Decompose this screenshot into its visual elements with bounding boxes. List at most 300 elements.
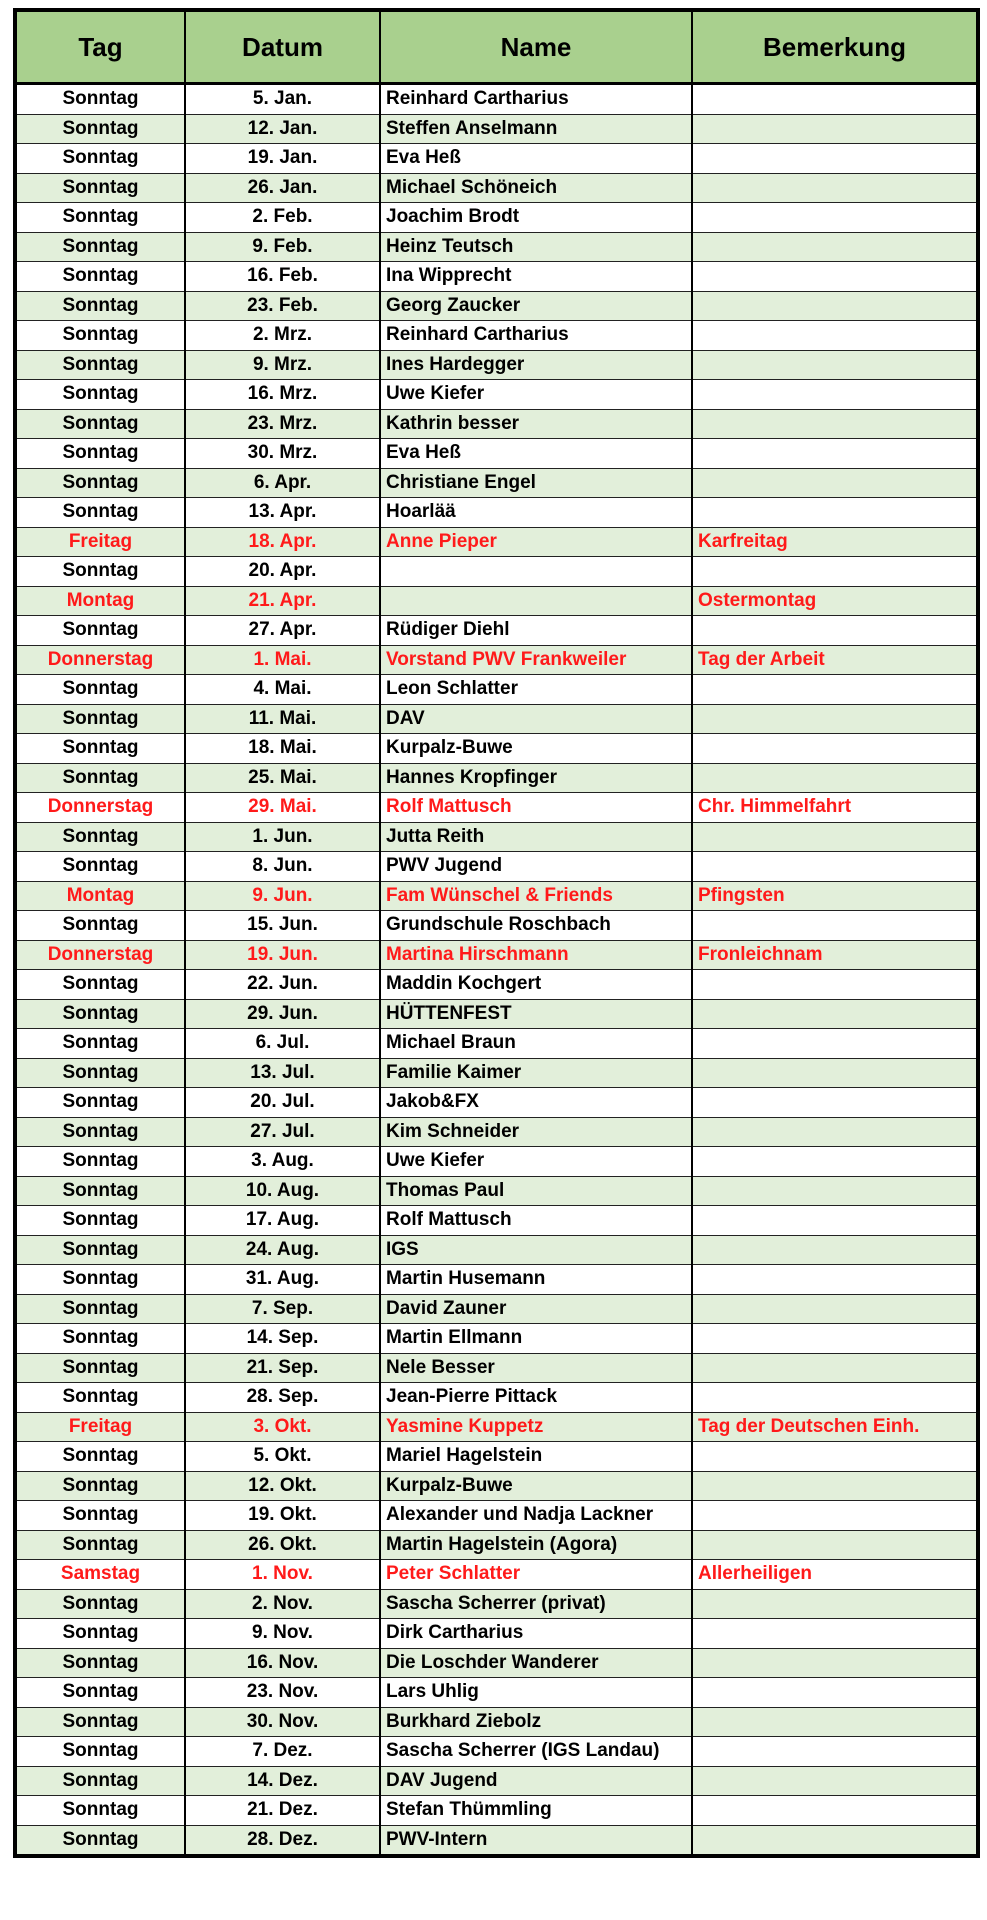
cell-tag: Sonntag: [15, 380, 185, 410]
cell-datum: 10. Aug.: [185, 1176, 380, 1206]
cell-tag: Sonntag: [15, 1294, 185, 1324]
cell-datum: 30. Mrz.: [185, 439, 380, 469]
cell-bemerkung: Chr. Himmelfahrt: [692, 793, 978, 823]
cell-tag: Sonntag: [15, 1501, 185, 1531]
cell-bemerkung: Allerheiligen: [692, 1560, 978, 1590]
cell-name: DAV: [380, 704, 692, 734]
table-row: [15, 232, 978, 262]
table-row: [15, 380, 978, 410]
cell-bemerkung: [692, 734, 978, 764]
cell-tag: Sonntag: [15, 84, 185, 115]
table-row: [15, 1235, 978, 1265]
cell-bemerkung: [692, 704, 978, 734]
cell-name: IGS: [380, 1235, 692, 1265]
cell-name: Uwe Kiefer: [380, 380, 692, 410]
table-row: [15, 144, 978, 174]
cell-bemerkung: [692, 852, 978, 882]
cell-bemerkung: [692, 1825, 978, 1856]
table-row: [15, 1501, 978, 1531]
cell-tag: Sonntag: [15, 1796, 185, 1826]
cell-tag: Sonntag: [15, 1029, 185, 1059]
cell-bemerkung: [692, 409, 978, 439]
cell-bemerkung: [692, 1648, 978, 1678]
table-row: [15, 1589, 978, 1619]
table-row: [15, 321, 978, 351]
cell-name: Leon Schlatter: [380, 675, 692, 705]
cell-bemerkung: [692, 822, 978, 852]
cell-name: PWV Jugend: [380, 852, 692, 882]
cell-tag: Sonntag: [15, 1206, 185, 1236]
cell-name: Jakob&FX: [380, 1088, 692, 1118]
cell-name: Joachim Brodt: [380, 203, 692, 233]
cell-bemerkung: [692, 203, 978, 233]
cell-tag: Montag: [15, 881, 185, 911]
table-row: [15, 1029, 978, 1059]
cell-bemerkung: [692, 970, 978, 1000]
cell-tag: Sonntag: [15, 1619, 185, 1649]
cell-name: Rolf Mattusch: [380, 1206, 692, 1236]
cell-tag: Sonntag: [15, 1383, 185, 1413]
cell-tag: Freitag: [15, 1412, 185, 1442]
cell-tag: Sonntag: [15, 262, 185, 292]
table-row: [15, 262, 978, 292]
cell-datum: 7. Dez.: [185, 1737, 380, 1767]
table-row: [15, 645, 978, 675]
table-row: [15, 793, 978, 823]
cell-tag: Sonntag: [15, 1324, 185, 1354]
cell-name: Martina Hirschmann: [380, 940, 692, 970]
cell-bemerkung: [692, 1619, 978, 1649]
cell-datum: 29. Mai.: [185, 793, 380, 823]
cell-datum: 17. Aug.: [185, 1206, 380, 1236]
cell-name: Rüdiger Diehl: [380, 616, 692, 646]
cell-name: Jutta Reith: [380, 822, 692, 852]
table-row: [15, 970, 978, 1000]
cell-name: Heinz Teutsch: [380, 232, 692, 262]
cell-datum: 14. Dez.: [185, 1766, 380, 1796]
table-row: [15, 1442, 978, 1472]
cell-bemerkung: [692, 439, 978, 469]
cell-tag: Sonntag: [15, 822, 185, 852]
table-row: [15, 409, 978, 439]
cell-name: Hoarlää: [380, 498, 692, 528]
cell-name: Lars Uhlig: [380, 1678, 692, 1708]
header-tag: Tag: [15, 10, 185, 84]
cell-datum: 2. Nov.: [185, 1589, 380, 1619]
cell-bemerkung: Tag der Arbeit: [692, 645, 978, 675]
table-row: [15, 852, 978, 882]
cell-bemerkung: [692, 1707, 978, 1737]
table-row: [15, 1796, 978, 1826]
header-bemerkung: Bemerkung: [692, 10, 978, 84]
cell-name: Maddin Kochgert: [380, 970, 692, 1000]
cell-bemerkung: [692, 1737, 978, 1767]
cell-bemerkung: [692, 1471, 978, 1501]
cell-datum: 18. Apr.: [185, 527, 380, 557]
cell-name: DAV Jugend: [380, 1766, 692, 1796]
cell-datum: 23. Feb.: [185, 291, 380, 321]
cell-tag: Sonntag: [15, 999, 185, 1029]
cell-datum: 11. Mai.: [185, 704, 380, 734]
cell-datum: 1. Jun.: [185, 822, 380, 852]
table-row: [15, 616, 978, 646]
cell-tag: Sonntag: [15, 498, 185, 528]
cell-tag: Samstag: [15, 1560, 185, 1590]
cell-tag: Sonntag: [15, 321, 185, 351]
table-row: [15, 114, 978, 144]
cell-tag: Sonntag: [15, 616, 185, 646]
cell-datum: 18. Mai.: [185, 734, 380, 764]
cell-name: Grundschule Roschbach: [380, 911, 692, 941]
cell-tag: Sonntag: [15, 1589, 185, 1619]
table-row: [15, 1353, 978, 1383]
cell-datum: 9. Feb.: [185, 232, 380, 262]
cell-datum: 7. Sep.: [185, 1294, 380, 1324]
table-row: [15, 498, 978, 528]
cell-datum: 16. Feb.: [185, 262, 380, 292]
cell-tag: Sonntag: [15, 852, 185, 882]
cell-bemerkung: [692, 1324, 978, 1354]
cell-datum: 3. Aug.: [185, 1147, 380, 1177]
cell-name: Nele Besser: [380, 1353, 692, 1383]
table-row: [15, 1619, 978, 1649]
cell-name: Reinhard Cartharius: [380, 84, 692, 115]
table-row: [15, 1383, 978, 1413]
cell-datum: 29. Jun.: [185, 999, 380, 1029]
cell-bemerkung: [692, 321, 978, 351]
cell-name: Die Loschder Wanderer: [380, 1648, 692, 1678]
cell-name: Vorstand PWV Frankweiler: [380, 645, 692, 675]
table-row: [15, 468, 978, 498]
table-row: [15, 822, 978, 852]
table-row: [15, 1766, 978, 1796]
cell-bemerkung: [692, 1176, 978, 1206]
cell-name: Kathrin besser: [380, 409, 692, 439]
schedule-table: [13, 8, 980, 1858]
cell-datum: 2. Feb.: [185, 203, 380, 233]
table-row: [15, 940, 978, 970]
cell-datum: 21. Sep.: [185, 1353, 380, 1383]
cell-datum: 6. Jul.: [185, 1029, 380, 1059]
cell-datum: 16. Mrz.: [185, 380, 380, 410]
cell-datum: 27. Jul.: [185, 1117, 380, 1147]
cell-tag: Sonntag: [15, 114, 185, 144]
table-row: [15, 1265, 978, 1295]
table-row: [15, 1412, 978, 1442]
cell-bemerkung: [692, 1294, 978, 1324]
cell-name: Alexander und Nadja Lackner: [380, 1501, 692, 1531]
cell-tag: Sonntag: [15, 1088, 185, 1118]
cell-datum: 19. Jun.: [185, 940, 380, 970]
table-row: [15, 84, 978, 115]
cell-name: Christiane Engel: [380, 468, 692, 498]
cell-bemerkung: [692, 144, 978, 174]
cell-name: David Zauner: [380, 1294, 692, 1324]
cell-bemerkung: Fronleichnam: [692, 940, 978, 970]
table-row: [15, 527, 978, 557]
cell-tag: Montag: [15, 586, 185, 616]
table-row: [15, 1324, 978, 1354]
cell-tag: Sonntag: [15, 1471, 185, 1501]
cell-name: Kim Schneider: [380, 1117, 692, 1147]
cell-bemerkung: [692, 1530, 978, 1560]
cell-name: Yasmine Kuppetz: [380, 1412, 692, 1442]
table-row: [15, 1088, 978, 1118]
cell-bemerkung: [692, 1442, 978, 1472]
cell-name: Uwe Kiefer: [380, 1147, 692, 1177]
cell-tag: Sonntag: [15, 1265, 185, 1295]
cell-bemerkung: [692, 114, 978, 144]
cell-datum: 9. Nov.: [185, 1619, 380, 1649]
cell-datum: 23. Nov.: [185, 1678, 380, 1708]
cell-name: Mariel Hagelstein: [380, 1442, 692, 1472]
cell-bemerkung: [692, 1235, 978, 1265]
cell-name: Jean-Pierre Pittack: [380, 1383, 692, 1413]
cell-bemerkung: [692, 1147, 978, 1177]
cell-datum: 25. Mai.: [185, 763, 380, 793]
cell-tag: Sonntag: [15, 439, 185, 469]
cell-datum: 21. Apr.: [185, 586, 380, 616]
cell-bemerkung: [692, 675, 978, 705]
cell-datum: 8. Jun.: [185, 852, 380, 882]
table-row: [15, 1707, 978, 1737]
cell-name: [380, 557, 692, 587]
cell-bemerkung: [692, 1353, 978, 1383]
cell-name: Rolf Mattusch: [380, 793, 692, 823]
cell-bemerkung: [692, 557, 978, 587]
cell-datum: 31. Aug.: [185, 1265, 380, 1295]
cell-tag: Sonntag: [15, 468, 185, 498]
cell-bemerkung: [692, 1796, 978, 1826]
cell-name: Sascha Scherrer (privat): [380, 1589, 692, 1619]
cell-tag: Sonntag: [15, 557, 185, 587]
cell-datum: 15. Jun.: [185, 911, 380, 941]
cell-tag: Sonntag: [15, 203, 185, 233]
cell-bemerkung: [692, 498, 978, 528]
header-datum: Datum: [185, 10, 380, 84]
header-name: Name: [380, 10, 692, 84]
table-row: [15, 1206, 978, 1236]
cell-name: Sascha Scherrer (IGS Landau): [380, 1737, 692, 1767]
cell-datum: 26. Okt.: [185, 1530, 380, 1560]
table-row: [15, 1058, 978, 1088]
cell-datum: 9. Jun.: [185, 881, 380, 911]
cell-name: Thomas Paul: [380, 1176, 692, 1206]
cell-tag: Donnerstag: [15, 793, 185, 823]
cell-name: Peter Schlatter: [380, 1560, 692, 1590]
cell-datum: 24. Aug.: [185, 1235, 380, 1265]
cell-bemerkung: Ostermontag: [692, 586, 978, 616]
cell-datum: 3. Okt.: [185, 1412, 380, 1442]
cell-name: Michael Braun: [380, 1029, 692, 1059]
cell-bemerkung: [692, 763, 978, 793]
table-row: [15, 911, 978, 941]
cell-bemerkung: [692, 350, 978, 380]
table-row: [15, 586, 978, 616]
cell-bemerkung: [692, 262, 978, 292]
table-row: [15, 439, 978, 469]
cell-datum: 21. Dez.: [185, 1796, 380, 1826]
cell-datum: 30. Nov.: [185, 1707, 380, 1737]
cell-datum: 12. Jan.: [185, 114, 380, 144]
cell-datum: 1. Nov.: [185, 1560, 380, 1590]
cell-tag: Sonntag: [15, 1147, 185, 1177]
cell-bemerkung: [692, 291, 978, 321]
cell-name: PWV-Intern: [380, 1825, 692, 1856]
cell-datum: 13. Jul.: [185, 1058, 380, 1088]
cell-bemerkung: [692, 1088, 978, 1118]
table-row: [15, 1825, 978, 1856]
cell-name: Martin Husemann: [380, 1265, 692, 1295]
cell-bemerkung: [692, 1058, 978, 1088]
cell-tag: Sonntag: [15, 704, 185, 734]
table-row: [15, 1147, 978, 1177]
table-row: [15, 763, 978, 793]
cell-tag: Sonntag: [15, 1678, 185, 1708]
table-row: [15, 1117, 978, 1147]
table-row: [15, 291, 978, 321]
cell-tag: Freitag: [15, 527, 185, 557]
cell-name: Michael Schöneich: [380, 173, 692, 203]
cell-bemerkung: [692, 1206, 978, 1236]
cell-bemerkung: [692, 1029, 978, 1059]
cell-tag: Sonntag: [15, 763, 185, 793]
cell-tag: Sonntag: [15, 291, 185, 321]
cell-tag: Sonntag: [15, 173, 185, 203]
cell-datum: 1. Mai.: [185, 645, 380, 675]
cell-bemerkung: Karfreitag: [692, 527, 978, 557]
cell-name: Kurpalz-Buwe: [380, 1471, 692, 1501]
cell-datum: 4. Mai.: [185, 675, 380, 705]
cell-bemerkung: [692, 1383, 978, 1413]
cell-bemerkung: [692, 616, 978, 646]
cell-tag: Sonntag: [15, 144, 185, 174]
cell-bemerkung: [692, 84, 978, 115]
cell-datum: 13. Apr.: [185, 498, 380, 528]
cell-tag: Sonntag: [15, 911, 185, 941]
cell-tag: Sonntag: [15, 675, 185, 705]
table-row: [15, 1471, 978, 1501]
cell-name: Kurpalz-Buwe: [380, 734, 692, 764]
cell-tag: Donnerstag: [15, 940, 185, 970]
cell-name: Anne Pieper: [380, 527, 692, 557]
cell-tag: Sonntag: [15, 1737, 185, 1767]
cell-name: Fam Wünschel & Friends: [380, 881, 692, 911]
cell-tag: Sonntag: [15, 1707, 185, 1737]
cell-bemerkung: [692, 1265, 978, 1295]
table-row: [15, 203, 978, 233]
cell-bemerkung: [692, 1678, 978, 1708]
cell-tag: Sonntag: [15, 1825, 185, 1856]
cell-datum: 16. Nov.: [185, 1648, 380, 1678]
cell-tag: Sonntag: [15, 1235, 185, 1265]
table-row: [15, 1737, 978, 1767]
cell-datum: 5. Jan.: [185, 84, 380, 115]
cell-datum: 12. Okt.: [185, 1471, 380, 1501]
cell-name: Burkhard Ziebolz: [380, 1707, 692, 1737]
cell-name: [380, 586, 692, 616]
cell-bemerkung: [692, 1117, 978, 1147]
cell-datum: 6. Apr.: [185, 468, 380, 498]
cell-bemerkung: [692, 380, 978, 410]
cell-name: Martin Hagelstein (Agora): [380, 1530, 692, 1560]
header-row: [15, 10, 978, 84]
table-row: [15, 704, 978, 734]
cell-bemerkung: [692, 1766, 978, 1796]
cell-datum: 14. Sep.: [185, 1324, 380, 1354]
cell-datum: 20. Jul.: [185, 1088, 380, 1118]
table-row: [15, 1560, 978, 1590]
cell-bemerkung: [692, 173, 978, 203]
cell-tag: Sonntag: [15, 232, 185, 262]
cell-name: Steffen Anselmann: [380, 114, 692, 144]
cell-tag: Sonntag: [15, 1353, 185, 1383]
cell-datum: 20. Apr.: [185, 557, 380, 587]
table-row: [15, 1648, 978, 1678]
table-row: [15, 557, 978, 587]
cell-datum: 26. Jan.: [185, 173, 380, 203]
cell-tag: Sonntag: [15, 1176, 185, 1206]
table-row: [15, 999, 978, 1029]
cell-datum: 9. Mrz.: [185, 350, 380, 380]
cell-datum: 28. Sep.: [185, 1383, 380, 1413]
cell-name: Stefan Thümmling: [380, 1796, 692, 1826]
cell-name: Reinhard Cartharius: [380, 321, 692, 351]
cell-name: Ines Hardegger: [380, 350, 692, 380]
cell-tag: Sonntag: [15, 1117, 185, 1147]
table-row: [15, 1176, 978, 1206]
table-row: [15, 734, 978, 764]
cell-tag: Donnerstag: [15, 645, 185, 675]
table-row: [15, 1678, 978, 1708]
table-row: [15, 173, 978, 203]
cell-bemerkung: Tag der Deutschen Einh.: [692, 1412, 978, 1442]
cell-name: Eva Heß: [380, 439, 692, 469]
cell-tag: Sonntag: [15, 1648, 185, 1678]
cell-datum: 5. Okt.: [185, 1442, 380, 1472]
cell-bemerkung: [692, 911, 978, 941]
table-row: [15, 350, 978, 380]
cell-datum: 2. Mrz.: [185, 321, 380, 351]
table-row: [15, 1530, 978, 1560]
cell-name: HÜTTENFEST: [380, 999, 692, 1029]
cell-bemerkung: [692, 1501, 978, 1531]
table-row: [15, 1294, 978, 1324]
cell-name: Dirk Cartharius: [380, 1619, 692, 1649]
cell-datum: 23. Mrz.: [185, 409, 380, 439]
cell-bemerkung: [692, 999, 978, 1029]
cell-tag: Sonntag: [15, 970, 185, 1000]
cell-tag: Sonntag: [15, 734, 185, 764]
cell-datum: 28. Dez.: [185, 1825, 380, 1856]
cell-bemerkung: [692, 1589, 978, 1619]
cell-tag: Sonntag: [15, 409, 185, 439]
cell-tag: Sonntag: [15, 1442, 185, 1472]
cell-tag: Sonntag: [15, 1058, 185, 1088]
cell-tag: Sonntag: [15, 1766, 185, 1796]
cell-bemerkung: [692, 232, 978, 262]
cell-datum: 19. Jan.: [185, 144, 380, 174]
cell-datum: 27. Apr.: [185, 616, 380, 646]
cell-name: Martin Ellmann: [380, 1324, 692, 1354]
cell-name: Georg Zaucker: [380, 291, 692, 321]
cell-tag: Sonntag: [15, 350, 185, 380]
cell-bemerkung: Pfingsten: [692, 881, 978, 911]
cell-datum: 19. Okt.: [185, 1501, 380, 1531]
table-row: [15, 881, 978, 911]
table-row: [15, 675, 978, 705]
cell-datum: 22. Jun.: [185, 970, 380, 1000]
